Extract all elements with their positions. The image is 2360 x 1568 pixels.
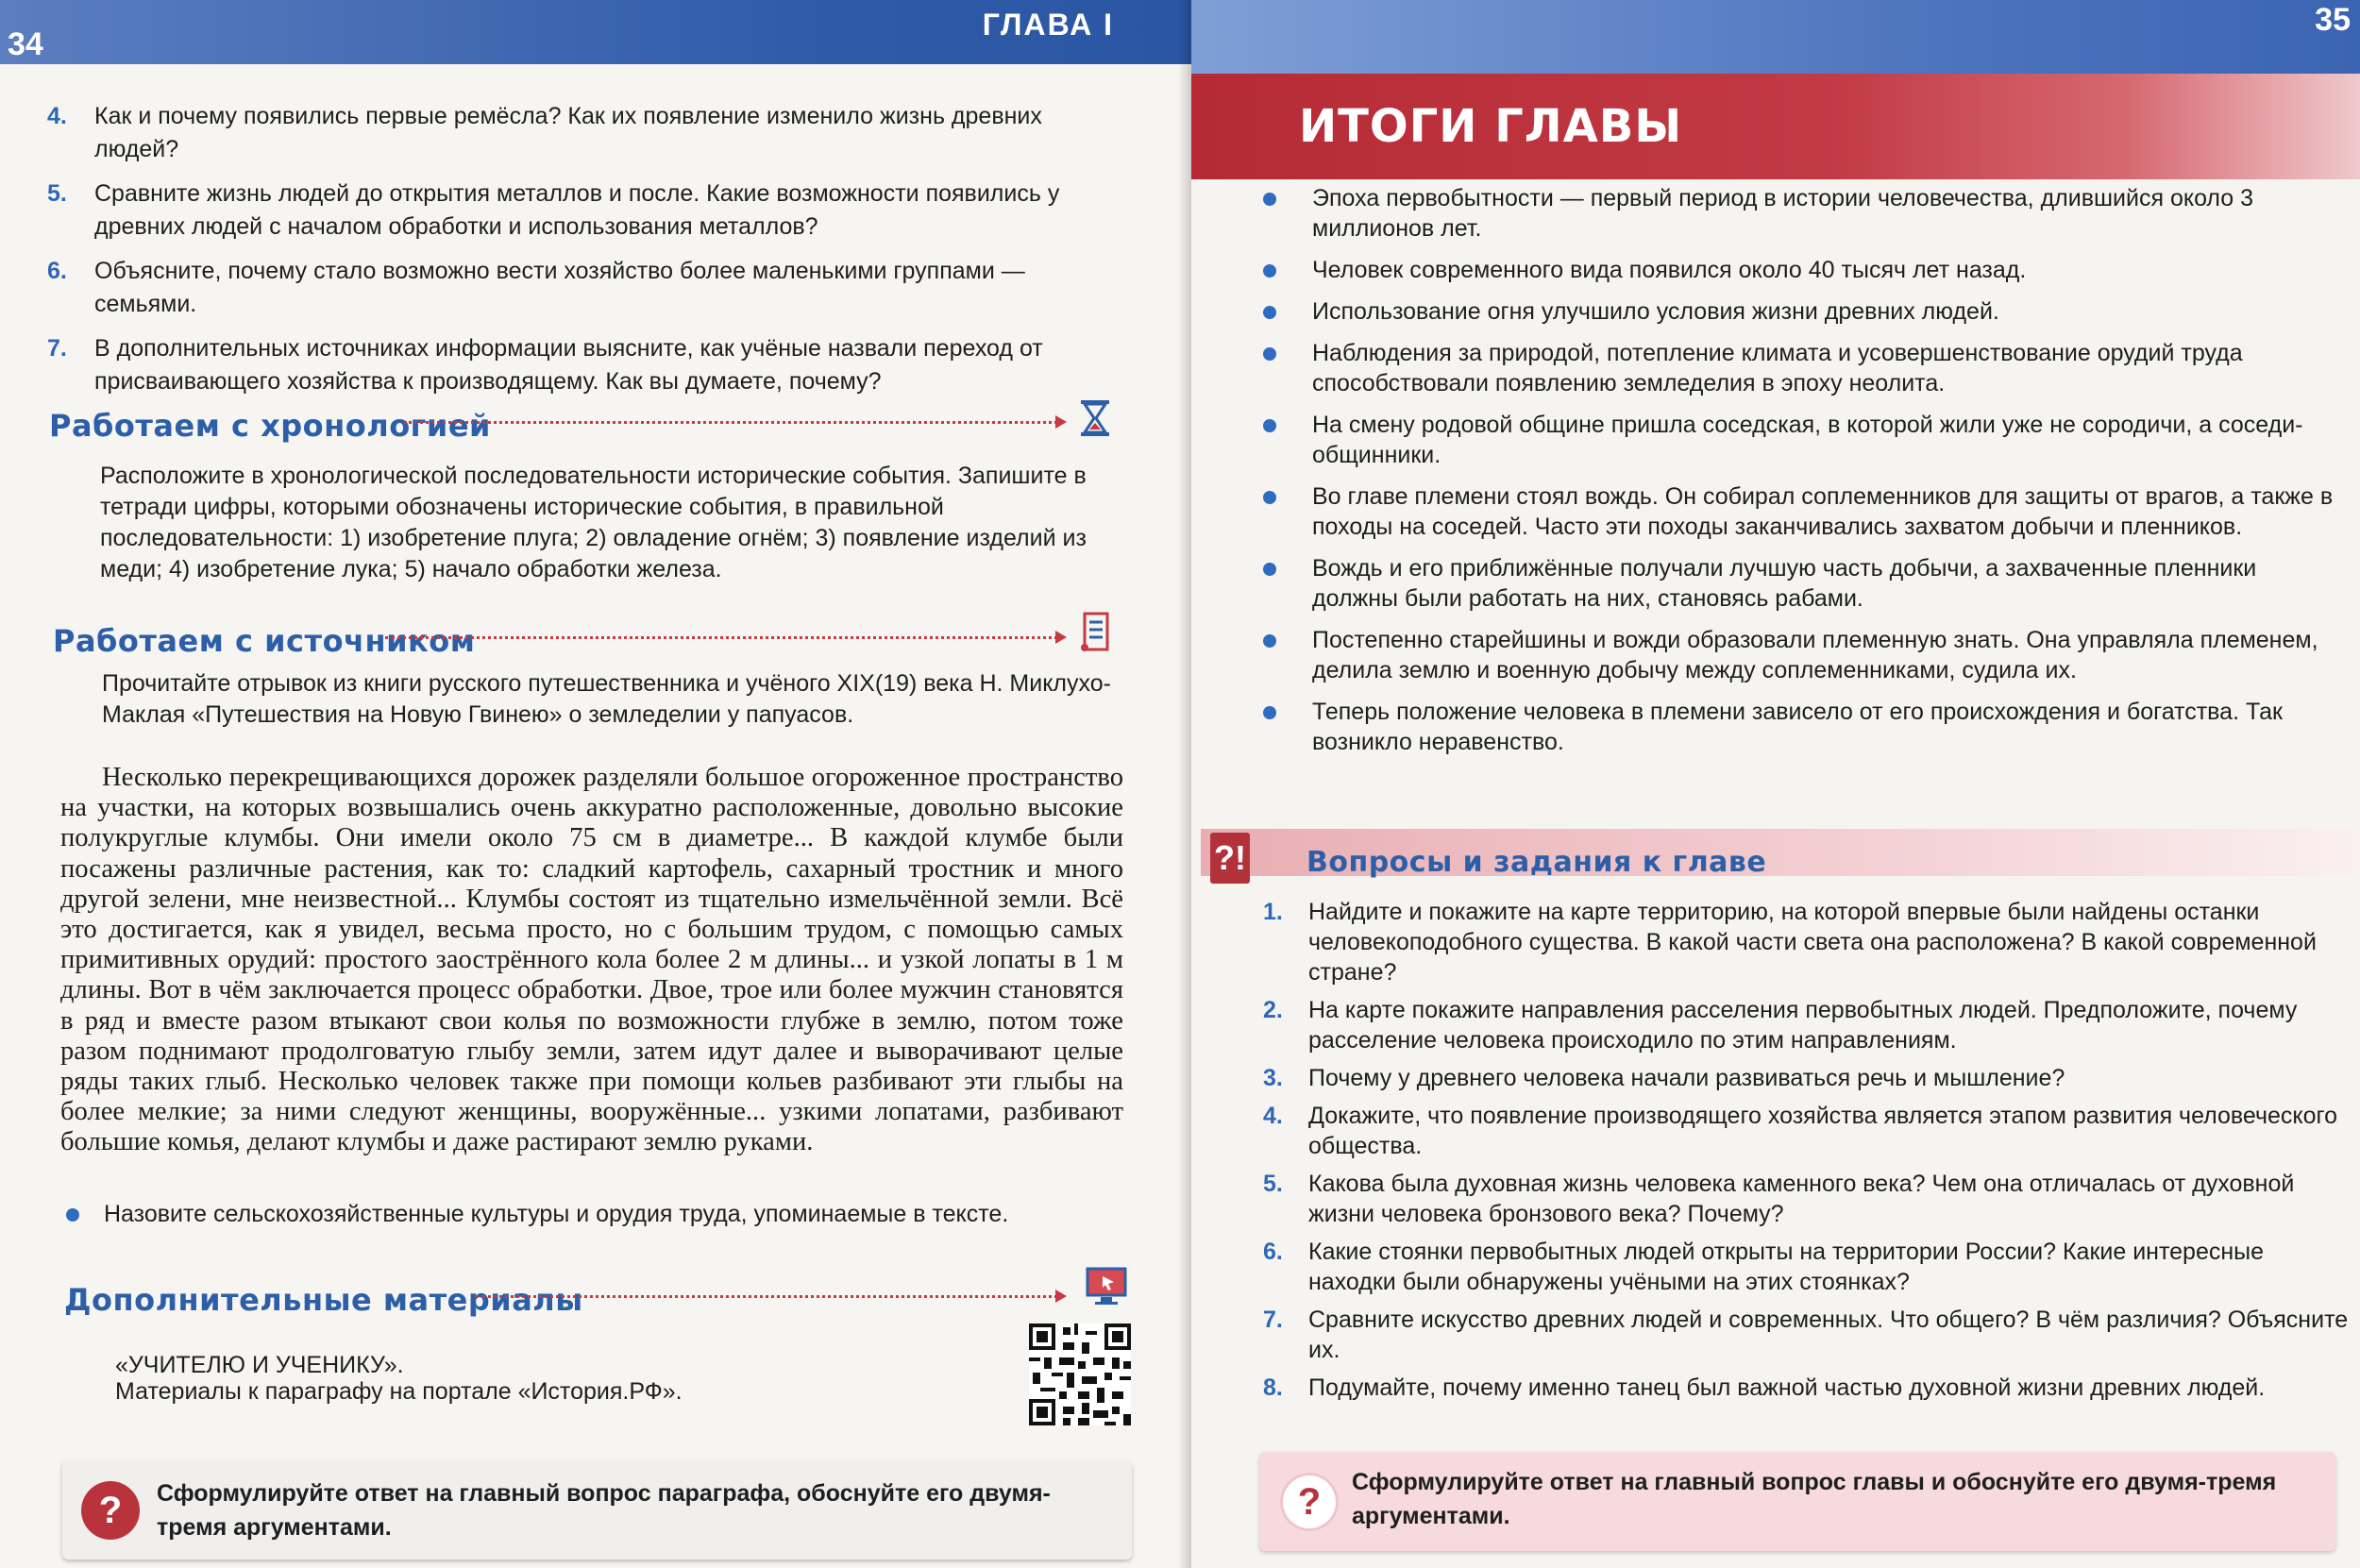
list-item [1263,1169,2349,1229]
right-page [1191,0,2360,1568]
question-number: 5. [1263,1171,1283,1197]
bullet-icon [1263,634,1276,648]
exclamation-question-icon: ?! [1210,833,1250,884]
list-item [1263,1305,2349,1365]
questions-list [47,100,1114,410]
list-item [47,332,1114,398]
question-number: 4. [1263,1103,1283,1129]
question-number: 1. [1263,899,1283,925]
arrow-icon [1055,1290,1067,1303]
question-text: Подумайте, почему именно танец был важной частью духовной жизни древних людей. [1308,1374,2266,1401]
list-item [1263,697,2339,757]
bullet-icon [1263,491,1276,504]
hourglass-icon [1079,398,1111,443]
point-text: Эпоха первобытности — первый период в истории человечества, длившийся около 3 миллионов лет. [1312,185,2254,242]
question-text: Сравните искусство древних людей и современных. Что общего? В чём различия? Объясните их. [1308,1307,2349,1363]
question-text: Почему у древнего человека начали развиваться речь и мышление? [1308,1065,2065,1091]
list-item [1263,625,2339,685]
bullet-icon [66,1208,79,1222]
question-text: Найдите и покажите на карте территорию, на которой впервые были найдены останки человекоподобного существа. В какой части света она расположена? В какой современной стране? [1308,899,2317,986]
dotted-rule [404,421,1057,424]
question-number: 7. [47,335,67,362]
source-task [66,1199,1114,1230]
summary-box [62,1461,1132,1560]
point-text: Постепенно старейшины и вожди образовали племенную знать. Она управляла племенем, делила землю и военную добычу между соплеменниками, судила их. [1312,627,2318,683]
questions-title: Вопросы и задания к главе [1306,846,1767,879]
point-text: Вождь и его приближённые получали лучшую часть добычи, а захваченные пленники должны были работать на них, становясь рабами. [1312,555,2257,612]
list-item [47,100,1114,166]
arrow-icon [1055,415,1067,429]
page-header [1191,0,2360,74]
question-text: Объясните, почему стало возможно вести хозяйство более маленькими группами — семьями. [94,258,1025,317]
task-text: Назовите сельскохозяйственные культуры и орудия труда, упоминаемые в тексте. [104,1201,1009,1227]
bullet-icon [1263,347,1276,361]
question-text: Какие стоянки первобытных людей открыты на территории России? Какие интересные находки были обнаружены учёными на этих стоянках? [1308,1239,2265,1295]
chapter-questions [1263,897,2349,1410]
question-number: 7. [1263,1307,1283,1333]
source-title: Работаем с источником [53,623,476,659]
bullet-icon [1263,264,1276,278]
question-number: 5. [47,180,67,207]
list-item [1263,1373,2349,1403]
point-text: Во главе племени стоял вождь. Он собирал соплеменников для защиты от врагов, а также в походы на соседей. Часто эти походы заканчивались захватом добычи и пленников. [1312,483,2334,540]
qr-code-icon[interactable] [1029,1324,1131,1430]
list-item [1263,553,2339,614]
chronology-text: Расположите в хронологической последовательности исторические события. Запишите в тетради цифры, которыми обозначены исторические события, в правильной последовательности: 1) изобретение плуга; 2) овладение огнём; 3) появление изделий из меди; 4) изобретение лука; 5) начало обработки железа. [100,463,1087,582]
list-item [1263,995,2349,1055]
point-text: На смену родовой общине пришла соседская, в которой жили уже не сородичи, а соседи-общинники. [1312,412,2303,468]
dotted-rule [385,636,1057,639]
bullet-icon [1263,306,1276,319]
list-item [1263,897,2349,987]
question-text: Как и почему появились первые ремёсла? Как их появление изменило жизнь древних людей? [94,103,1042,162]
list-item [1263,481,2339,542]
summary-points [1263,183,2339,768]
extra-line1: «УЧИТЕЛЮ И УЧЕНИКУ». [115,1352,404,1378]
chapter-title: ГЛАВА I [982,8,1114,42]
question-text: Докажите, что появление производящего хозяйства является этапом развития человеческого общества. [1308,1103,2338,1159]
scroll-icon [1079,610,1113,658]
arrow-icon [1055,631,1067,644]
point-text: Наблюдения за природой, потепление климата и усовершенствование орудий труда способствовали появлению земледелия в эпоху неолита. [1312,340,2243,396]
question-text: В дополнительных источниках информации выясните, как учёные назвали переход от присваивающего хозяйства к производящему. Как вы думаете, почему? [94,335,1043,395]
question-text: На карте покажите направления расселения первобытных людей. Предположите, почему расселение человека происходило по этим направлениям. [1308,997,2298,1054]
source-excerpt: Несколько перекрещивающихся дорожек разделяли большое огороженное пространство на участки, на которых возвышались очень аккуратно расположенные, довольно высокие полукруглые клумбы. Они имели около 75 см в диаметре... В каждой клумбе были посажены различные растения, как то: сладкий картофель, сахарный тростник и много другой зелени, мне неизвестной... Клумбы состоят из тщательно измельчённой земли. Всё это достигается, как я увидел, весьма просто, но с большим трудом, с помощью самых примитивных орудий: простого заострённого кола более 2 м длины... и узкой лопаты в 1 м длины. Вот в чём заключается процесс обработки. Двое, трое или более мужчин становятся в ряд и вместе разом втыкают свои колья по возможности глубже в землю, потом тоже разом поднимают продолговатую глыбу земли, затем идут далее и выворачивают целые ряды таких глыб. Несколько человек также при помощи кольев разбивают эти глыбы на более мелкие; за ними следуют женщины, вооружённые... узкими лопатами, разбивают большие комья, делают клумбы и даже растирают землю руками. [60,763,1123,1157]
question-number: 4. [47,103,67,129]
bullet-icon [1263,706,1276,719]
question-number: 8. [1263,1374,1283,1401]
chronology-title: Работаем с хронологией [49,408,491,444]
bullet-icon [1263,563,1276,576]
list-item [1263,183,2339,244]
question-number: 3. [1263,1065,1283,1091]
question-text: Какова была духовная жизнь человека каменного века? Чем она отличалась от духовной жизни человека бронзового века? Почему? [1308,1171,2295,1227]
question-number: 6. [47,258,67,284]
list-item [1263,1101,2349,1161]
page-header [0,0,1191,64]
list-item [1263,255,2339,285]
point-text: Человек современного вида появился около 40 тысяч лет назад. [1312,257,2027,283]
final-question-box [1259,1452,2335,1551]
bullet-icon [1263,419,1276,432]
question-mark-icon: ? [1280,1473,1339,1531]
list-item [1263,296,2339,327]
list-item [1263,1063,2349,1093]
summary-title: ИТОГИ ГЛАВЫ [1299,100,1683,153]
point-text: Использование огня улучшило условия жизни древних людей. [1312,298,1999,325]
question-text: Сравните жизнь людей до открытия металлов и после. Какие возможности появились у древних людей с началом обработки и использования металлов? [94,180,1060,240]
extra-link[interactable]: Материалы к параграфу на портале «История.РФ». [115,1378,683,1405]
list-item [1263,338,2339,398]
question-number: 2. [1263,997,1283,1023]
question-mark-icon: ? [81,1481,140,1540]
summary-text: Сформулируйте ответ на главный вопрос параграфа, обоснуйте его двумя-тремя аргументами. [157,1480,1051,1541]
question-number: 6. [1263,1239,1283,1265]
bullet-icon [1263,193,1276,206]
point-text: Теперь положение человека в племени зависело от его происхождения и богатства. Так возникло неравенство. [1312,699,2283,755]
final-question-text: Сформулируйте ответ на главный вопрос главы и обоснуйте его двумя-тремя аргументами. [1352,1469,2277,1529]
source-intro: Прочитайте отрывок из книги русского путешественника и учёного XIX(19) века Н. Миклухо-Маклая «Путешествия на Новую Гвинею» о земледелии у папуасов. [102,670,1111,728]
list-item [47,177,1114,244]
page-number: 34 [8,26,43,62]
extra-title: Дополнительные материалы [64,1282,583,1318]
page-number: 35 [2315,2,2351,38]
computer-icon [1086,1267,1127,1311]
chapter-summary-banner [1191,74,2360,179]
list-item [47,255,1114,321]
list-item [1263,1237,2349,1297]
dotted-rule [476,1295,1057,1298]
list-item [1263,410,2339,470]
